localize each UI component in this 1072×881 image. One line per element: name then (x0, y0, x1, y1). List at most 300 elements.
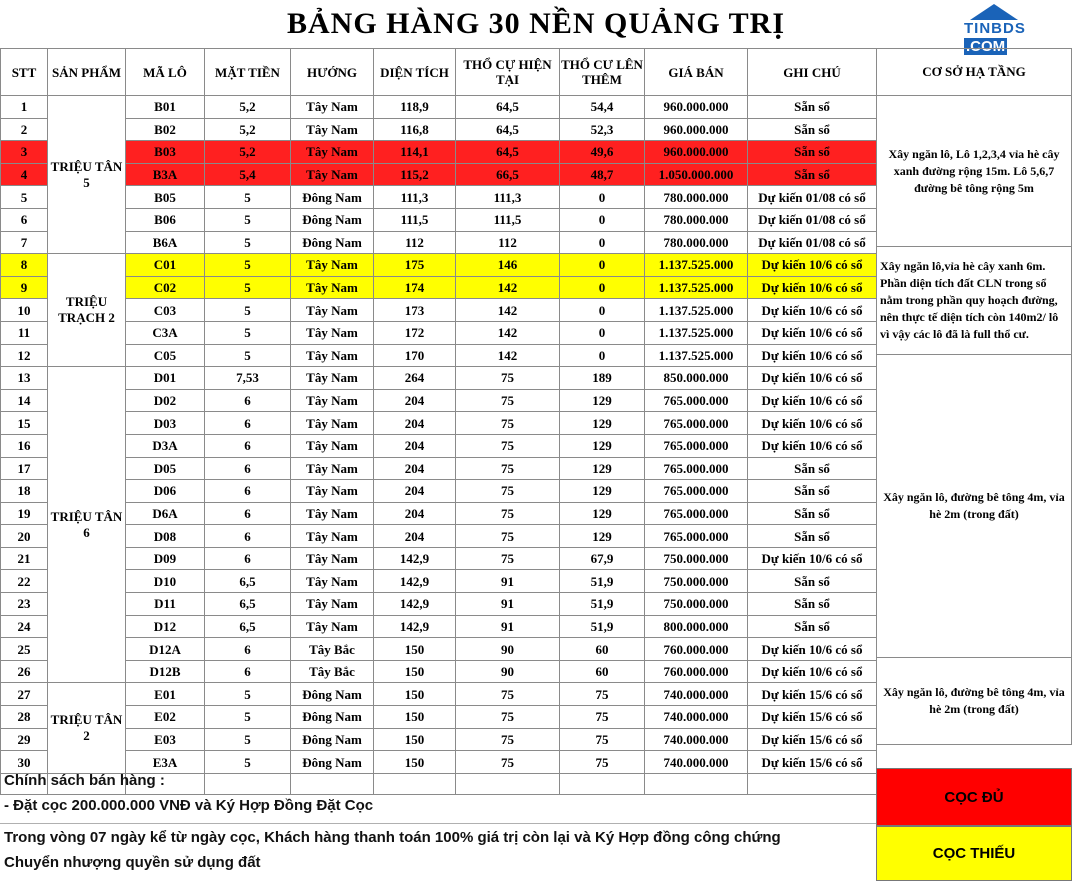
cell-lot-code: D10 (126, 570, 205, 593)
cell-price: 765.000.000 (645, 412, 748, 435)
cell-note: Sẵn sổ (748, 570, 877, 593)
policy-payment: Trong vòng 07 ngày kể từ ngày cọc, Khách hàng thanh toán 100% giá trị còn lại và Ký Hợp đồng công chứng (4, 829, 781, 846)
cell-frontage: 5 (205, 299, 291, 322)
cell-price: 765.000.000 (645, 502, 748, 525)
cell-residential-current: 75 (456, 751, 560, 774)
cell-note: Dự kiến 01/08 có sổ (748, 208, 877, 231)
cell-residential-added: 0 (560, 231, 645, 254)
cell-note: Dự kiến 10/6 có sổ (748, 367, 877, 390)
header-direction: HƯỚNG (291, 49, 374, 96)
legend-partial-deposit: CỌC THIẾU (876, 826, 1072, 881)
cell-stt: 3 (1, 141, 48, 164)
cell-note: Dự kiến 10/6 có sổ (748, 434, 877, 457)
cell-direction: Tây Nam (291, 457, 374, 480)
cell-lot-code: B01 (126, 96, 205, 119)
cell-price: 780.000.000 (645, 186, 748, 209)
cell-direction: Tây Nam (291, 434, 374, 457)
cell-residential-current: 146 (456, 254, 560, 277)
table-row (1, 570, 877, 593)
cell-direction: Tây Nam (291, 141, 374, 164)
cell-residential-current: 112 (456, 231, 560, 254)
cell-stt: 18 (1, 480, 48, 503)
cell-direction: Tây Nam (291, 480, 374, 503)
cell-price: 765.000.000 (645, 525, 748, 548)
cell-frontage: 6 (205, 412, 291, 435)
table-row (1, 525, 877, 548)
cell-stt: 14 (1, 389, 48, 412)
infra-note-1: Xây ngăn lô, Lô 1,2,3,4 vỉa hè cây xanh đường rộng 15m. Lô 5,6,7 đường bê tông rộng 5m (876, 95, 1072, 247)
table-row (1, 118, 877, 141)
infra-note-2: Xây ngăn lô,vỉa hè cây xanh 6m. Phần diện tích đất CLN trong sổ nằm trong phần quy hoạch đường, nên thực tế diện tích còn 140m2/ lô vì vậy các lô đã là full thổ cư. (876, 246, 1072, 355)
cell-direction: Tây Nam (291, 502, 374, 525)
cell-direction: Đông Nam (291, 231, 374, 254)
cell-residential-added: 0 (560, 299, 645, 322)
cell-residential-added: 51,9 (560, 593, 645, 616)
cell-residential-added: 129 (560, 480, 645, 503)
cell-price: 780.000.000 (645, 208, 748, 231)
cell-residential-current: 142 (456, 276, 560, 299)
cell-note: Dự kiến 10/6 có sổ (748, 389, 877, 412)
cell-frontage: 6 (205, 502, 291, 525)
cell-price: 750.000.000 (645, 570, 748, 593)
cell-stt: 29 (1, 728, 48, 751)
table-row (1, 683, 877, 706)
footer-divider (0, 823, 876, 824)
cell-area: 204 (374, 412, 456, 435)
table-row (1, 638, 877, 661)
cell-residential-current: 142 (456, 344, 560, 367)
cell-direction: Tây Nam (291, 344, 374, 367)
cell-lot-code: E02 (126, 706, 205, 729)
cell-direction: Đông Nam (291, 751, 374, 774)
cell-frontage: 5,2 (205, 118, 291, 141)
cell-note: Dự kiến 10/6 có sổ (748, 321, 877, 344)
cell-frontage: 5 (205, 321, 291, 344)
cell-product: TRIỆU TÂN 6 (48, 367, 126, 683)
cell-price: 765.000.000 (645, 389, 748, 412)
cell-stt: 17 (1, 457, 48, 480)
table-row (1, 141, 877, 164)
cell-direction: Tây Nam (291, 118, 374, 141)
cell-frontage: 6,5 (205, 593, 291, 616)
cell-frontage: 5,2 (205, 96, 291, 119)
cell-residential-current: 64,5 (456, 118, 560, 141)
cell-stt: 11 (1, 321, 48, 344)
cell-residential-current: 75 (456, 480, 560, 503)
table-row (1, 480, 877, 503)
cell-note: Sẵn sổ (748, 593, 877, 616)
cell-residential-added: 52,3 (560, 118, 645, 141)
policy-heading: Chính sách bán hàng : (4, 772, 165, 789)
cell-frontage: 5 (205, 231, 291, 254)
cell-area: 204 (374, 434, 456, 457)
cell-frontage: 5 (205, 276, 291, 299)
cell-area: 116,8 (374, 118, 456, 141)
cell-product: TRIỆU TRẠCH 2 (48, 254, 126, 367)
cell-note: Sẵn sổ (748, 615, 877, 638)
cell-stt: 2 (1, 118, 48, 141)
cell-residential-added: 60 (560, 638, 645, 661)
table-row (1, 163, 877, 186)
cell-area: 142,9 (374, 615, 456, 638)
cell-area: 111,3 (374, 186, 456, 209)
cell-residential-added: 75 (560, 706, 645, 729)
header-note: GHI CHÚ (748, 49, 877, 96)
cell-residential-current: 66,5 (456, 163, 560, 186)
cell-residential-current: 75 (456, 389, 560, 412)
cell-note: Dự kiến 10/6 có sổ (748, 412, 877, 435)
cell-frontage: 6 (205, 480, 291, 503)
cell-residential-current: 91 (456, 593, 560, 616)
table-row (1, 502, 877, 525)
cell-lot-code: D08 (126, 525, 205, 548)
cell-price: 760.000.000 (645, 660, 748, 683)
cell-residential-current: 142 (456, 321, 560, 344)
cell-stt: 12 (1, 344, 48, 367)
cell-lot-code: D02 (126, 389, 205, 412)
header-stt: STT (1, 49, 48, 96)
cell-area: 150 (374, 683, 456, 706)
cell-area: 142,9 (374, 593, 456, 616)
cell-frontage: 5 (205, 208, 291, 231)
cell-residential-added: 129 (560, 525, 645, 548)
cell-price: 760.000.000 (645, 638, 748, 661)
table-row (1, 706, 877, 729)
cell-direction: Tây Nam (291, 276, 374, 299)
cell-stt: 13 (1, 367, 48, 390)
cell-direction: Tây Bắc (291, 660, 374, 683)
cell-price: 765.000.000 (645, 457, 748, 480)
cell-residential-current: 75 (456, 728, 560, 751)
cell-area: 204 (374, 389, 456, 412)
cell-price: 765.000.000 (645, 434, 748, 457)
cell-area: 175 (374, 254, 456, 277)
cell-residential-current: 64,5 (456, 96, 560, 119)
cell-frontage: 5,4 (205, 163, 291, 186)
header-residential-added: THỔ CƯ LÊN THÊM (560, 49, 645, 96)
table-row (1, 208, 877, 231)
cell-area: 150 (374, 638, 456, 661)
cell-area: 115,2 (374, 163, 456, 186)
header-product: SẢN PHẨM (48, 49, 126, 96)
cell-direction: Tây Nam (291, 321, 374, 344)
table-row (1, 660, 877, 683)
cell-note: Sẵn sổ (748, 118, 877, 141)
cell-frontage: 6 (205, 547, 291, 570)
cell-note: Dự kiến 15/6 có sổ (748, 751, 877, 774)
legend-full-deposit: CỌC ĐỦ (876, 768, 1072, 826)
cell-stt: 9 (1, 276, 48, 299)
cell-residential-added: 49,6 (560, 141, 645, 164)
table-row (1, 434, 877, 457)
cell-residential-added: 189 (560, 367, 645, 390)
cell-area: 173 (374, 299, 456, 322)
cell-residential-added: 0 (560, 208, 645, 231)
cell-stt: 30 (1, 751, 48, 774)
table-row (1, 96, 877, 119)
cell-residential-current: 90 (456, 660, 560, 683)
table-row (1, 344, 877, 367)
cell-stt: 5 (1, 186, 48, 209)
cell-area: 114,1 (374, 141, 456, 164)
cell-lot-code: D3A (126, 434, 205, 457)
cell-area: 118,9 (374, 96, 456, 119)
cell-area: 204 (374, 502, 456, 525)
cell-price: 1.137.525.000 (645, 344, 748, 367)
cell-frontage: 5,2 (205, 141, 291, 164)
cell-note: Dự kiến 10/6 có sổ (748, 547, 877, 570)
cell-note: Sẵn sổ (748, 96, 877, 119)
cell-residential-added: 48,7 (560, 163, 645, 186)
cell-stt: 23 (1, 593, 48, 616)
cell-direction: Tây Nam (291, 615, 374, 638)
cell-stt: 7 (1, 231, 48, 254)
cell-lot-code: B3A (126, 163, 205, 186)
cell-direction: Đông Nam (291, 208, 374, 231)
header-price: GIÁ BÁN (645, 49, 748, 96)
cell-frontage: 6 (205, 389, 291, 412)
lots-table (0, 48, 877, 795)
cell-residential-added: 129 (560, 457, 645, 480)
cell-stt: 25 (1, 638, 48, 661)
table-row (1, 321, 877, 344)
cell-direction: Tây Nam (291, 299, 374, 322)
cell-direction: Tây Nam (291, 389, 374, 412)
cell-note: Dự kiến 01/08 có sổ (748, 186, 877, 209)
cell-residential-current: 75 (456, 502, 560, 525)
cell-area: 150 (374, 706, 456, 729)
cell-lot-code: D6A (126, 502, 205, 525)
cell-residential-added: 75 (560, 751, 645, 774)
cell-area: 172 (374, 321, 456, 344)
cell-residential-added: 129 (560, 389, 645, 412)
cell-residential-added: 75 (560, 683, 645, 706)
cell-frontage: 6 (205, 638, 291, 661)
cell-area: 142,9 (374, 547, 456, 570)
cell-frontage: 6,5 (205, 615, 291, 638)
cell-lot-code: D03 (126, 412, 205, 435)
cell-stt: 4 (1, 163, 48, 186)
cell-residential-added: 0 (560, 344, 645, 367)
table-row (1, 615, 877, 638)
cell-residential-added: 60 (560, 660, 645, 683)
table-row (1, 367, 877, 390)
cell-price: 800.000.000 (645, 615, 748, 638)
cell-frontage: 5 (205, 254, 291, 277)
cell-direction: Tây Nam (291, 547, 374, 570)
cell-lot-code: E3A (126, 751, 205, 774)
cell-price: 960.000.000 (645, 141, 748, 164)
table-row (1, 299, 877, 322)
cell-note: Dự kiến 15/6 có sổ (748, 706, 877, 729)
cell-note: Sẵn sổ (748, 457, 877, 480)
cell-residential-added: 0 (560, 276, 645, 299)
cell-lot-code: B6A (126, 231, 205, 254)
cell-area: 142,9 (374, 570, 456, 593)
cell-residential-added: 75 (560, 728, 645, 751)
cell-note: Dự kiến 10/6 có sổ (748, 276, 877, 299)
cell-direction: Đông Nam (291, 186, 374, 209)
cell-frontage: 5 (205, 344, 291, 367)
cell-residential-current: 90 (456, 638, 560, 661)
cell-lot-code: D12A (126, 638, 205, 661)
cell-price: 750.000.000 (645, 593, 748, 616)
cell-stt: 15 (1, 412, 48, 435)
cell-note: Dự kiến 10/6 có sổ (748, 299, 877, 322)
cell-direction: Tây Nam (291, 367, 374, 390)
cell-lot-code: D11 (126, 593, 205, 616)
policy-transfer: Chuyển nhượng quyền sử dụng đất (4, 854, 261, 871)
table-header-row (1, 49, 877, 96)
cell-stt: 26 (1, 660, 48, 683)
cell-area: 150 (374, 660, 456, 683)
header-residential-current: THỔ CỰ HIỆN TẠI (456, 49, 560, 96)
cell-residential-current: 75 (456, 547, 560, 570)
cell-direction: Đông Nam (291, 683, 374, 706)
cell-price: 960.000.000 (645, 96, 748, 119)
page-title: BẢNG HÀNG 30 NỀN QUẢNG TRỊ (287, 7, 785, 40)
cell-stt: 19 (1, 502, 48, 525)
header-area: DIỆN TÍCH (374, 49, 456, 96)
cell-note: Sẵn sổ (748, 525, 877, 548)
table-row (1, 186, 877, 209)
cell-stt: 28 (1, 706, 48, 729)
cell-residential-added: 54,4 (560, 96, 645, 119)
cell-stt: 20 (1, 525, 48, 548)
cell-frontage: 5 (205, 728, 291, 751)
cell-note: Dự kiến 01/08 có sổ (748, 231, 877, 254)
cell-frontage: 6 (205, 434, 291, 457)
cell-lot-code: B05 (126, 186, 205, 209)
cell-price: 765.000.000 (645, 480, 748, 503)
cell-residential-current: 75 (456, 683, 560, 706)
cell-residential-current: 75 (456, 367, 560, 390)
cell-lot-code: C02 (126, 276, 205, 299)
cell-direction: Tây Nam (291, 96, 374, 119)
table-row (1, 728, 877, 751)
cell-price: 740.000.000 (645, 728, 748, 751)
cell-note: Sẵn sổ (748, 502, 877, 525)
table-row (1, 254, 877, 277)
house-roof-icon (970, 4, 1018, 20)
cell-residential-current: 64,5 (456, 141, 560, 164)
cell-price: 1.137.525.000 (645, 321, 748, 344)
cell-lot-code: C05 (126, 344, 205, 367)
cell-lot-code: B03 (126, 141, 205, 164)
logo-text-line2: .COM (966, 38, 1006, 55)
cell-residential-current: 75 (456, 434, 560, 457)
cell-note: Dự kiến 10/6 có sổ (748, 344, 877, 367)
table-row (1, 231, 877, 254)
cell-lot-code: B02 (126, 118, 205, 141)
cell-note: Sẵn sổ (748, 163, 877, 186)
cell-residential-added: 67,9 (560, 547, 645, 570)
cell-frontage: 6 (205, 457, 291, 480)
cell-direction: Tây Nam (291, 593, 374, 616)
cell-lot-code: D06 (126, 480, 205, 503)
cell-lot-code: E01 (126, 683, 205, 706)
cell-area: 204 (374, 525, 456, 548)
cell-lot-code: E03 (126, 728, 205, 751)
cell-stt: 8 (1, 254, 48, 277)
table-row (1, 389, 877, 412)
cell-lot-code: D12B (126, 660, 205, 683)
cell-stt: 22 (1, 570, 48, 593)
cell-area: 264 (374, 367, 456, 390)
cell-product: TRIỆU TÂN 2 (48, 683, 126, 773)
cell-lot-code: C03 (126, 299, 205, 322)
cell-residential-added: 129 (560, 502, 645, 525)
cell-note: Dự kiến 10/6 có sổ (748, 254, 877, 277)
cell-residential-current: 142 (456, 299, 560, 322)
cell-area: 112 (374, 231, 456, 254)
cell-residential-current: 75 (456, 525, 560, 548)
cell-frontage: 7,53 (205, 367, 291, 390)
cell-stt: 21 (1, 547, 48, 570)
cell-stt: 1 (1, 96, 48, 119)
table-row (1, 547, 877, 570)
cell-frontage: 5 (205, 186, 291, 209)
table-row (1, 457, 877, 480)
header-infrastructure: CƠ SỞ HẠ TẦNG (876, 48, 1072, 96)
cell-direction: Tây Nam (291, 254, 374, 277)
cell-area: 204 (374, 457, 456, 480)
cell-price: 1.137.525.000 (645, 254, 748, 277)
infra-note-4: Xây ngăn lô, đường bê tông 4m, vỉa hè 2m (trong đất) (876, 657, 1072, 745)
cell-price: 740.000.000 (645, 706, 748, 729)
cell-residential-current: 111,5 (456, 208, 560, 231)
cell-stt: 27 (1, 683, 48, 706)
cell-lot-code: D01 (126, 367, 205, 390)
cell-price: 740.000.000 (645, 683, 748, 706)
logo-text-line1: TINBDS (964, 20, 1026, 37)
cell-residential-current: 75 (456, 706, 560, 729)
cell-residential-added: 0 (560, 186, 645, 209)
cell-frontage: 5 (205, 683, 291, 706)
cell-price: 1.137.525.000 (645, 299, 748, 322)
table-row (1, 412, 877, 435)
cell-frontage: 6 (205, 660, 291, 683)
cell-direction: Tây Nam (291, 163, 374, 186)
cell-product: TRIỆU TÂN 5 (48, 96, 126, 254)
cell-residential-current: 111,3 (456, 186, 560, 209)
cell-lot-code: D05 (126, 457, 205, 480)
cell-price: 850.000.000 (645, 367, 748, 390)
infra-note-3: Xây ngăn lô, đường bê tông 4m, vỉa hè 2m (trong đất) (876, 354, 1072, 658)
cell-note: Dự kiến 15/6 có sổ (748, 728, 877, 751)
cell-frontage: 5 (205, 751, 291, 774)
cell-area: 150 (374, 751, 456, 774)
cell-lot-code: C01 (126, 254, 205, 277)
cell-note: Dự kiến 15/6 có sổ (748, 683, 877, 706)
cell-stt: 10 (1, 299, 48, 322)
cell-note: Sẵn sổ (748, 480, 877, 503)
cell-note: Dự kiến 10/6 có sổ (748, 638, 877, 661)
cell-area: 204 (374, 480, 456, 503)
cell-residential-current: 75 (456, 412, 560, 435)
cell-stt: 6 (1, 208, 48, 231)
cell-price: 1.050.000.000 (645, 163, 748, 186)
cell-area: 150 (374, 728, 456, 751)
cell-residential-added: 0 (560, 321, 645, 344)
cell-area: 170 (374, 344, 456, 367)
cell-direction: Tây Nam (291, 570, 374, 593)
cell-lot-code: D09 (126, 547, 205, 570)
cell-stt: 24 (1, 615, 48, 638)
header-lot-code: MÃ LÔ (126, 49, 205, 96)
cell-residential-current: 91 (456, 615, 560, 638)
cell-price: 750.000.000 (645, 547, 748, 570)
